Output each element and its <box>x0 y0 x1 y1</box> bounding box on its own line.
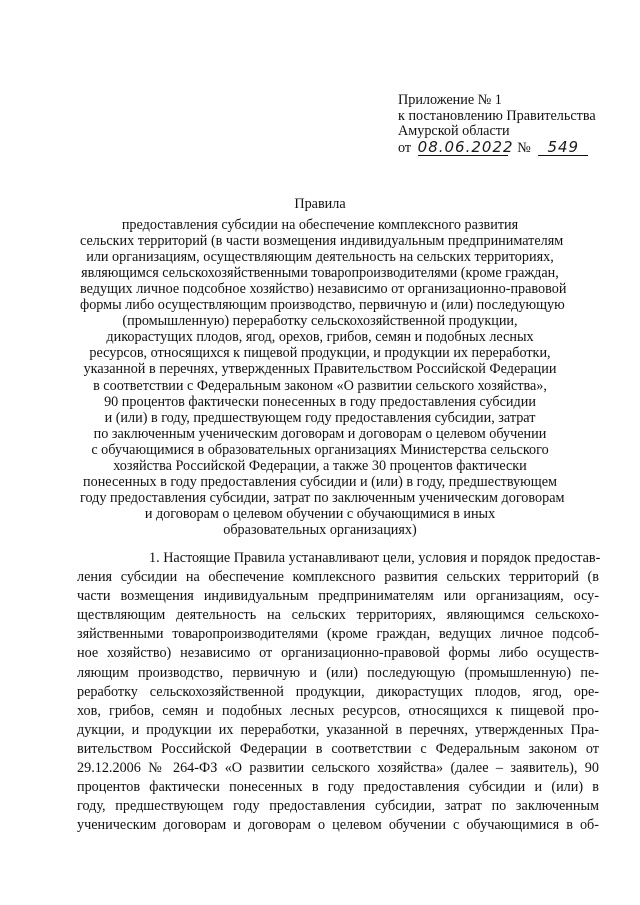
title-line: понесенных в году предоставления субсидии и (или) в году, предшествующем <box>83 473 557 490</box>
title-line: являющимся сельскохозяйственными товаропроизводителями (кроме граждан, <box>81 265 559 282</box>
title-line: или организациям, осуществляющим деятельность на сельских территориях, <box>86 249 554 266</box>
title-line: году предоставления субсидии, затрат по заключенным ученическим договорам <box>80 489 565 506</box>
number-prefix: № <box>517 139 531 156</box>
title-line: и (или) в году, предшествующем году предоставления субсидии, затрат <box>104 409 536 426</box>
appendix-number: Приложение № 1 <box>398 92 502 108</box>
body-line: зяйственными товаропроизводителями (кроме граждан, ведущих личное подсоб- <box>77 626 599 643</box>
body-line: ляющим производство, первичную и (или) последующую (промышленную) пе- <box>77 664 599 681</box>
body-line: году, предшествующем году предоставления субсидии, затрат по заключенным <box>77 798 599 815</box>
handwritten-date: 08.06.2022 <box>417 137 514 156</box>
body-line: процентов фактически понесенных в году предоставления субсидии и (или) в <box>77 779 599 796</box>
title-line: хозяйства Российской Федерации, а также 30 процентов фактически <box>113 457 527 474</box>
appendix-header <box>398 93 618 160</box>
title-line: и договорам о целевом обучении с обучающимися в иных <box>144 505 496 522</box>
title-line: дикорастущих плодов, ягод, орехов, грибов, семян и подобных лесных <box>106 329 534 346</box>
body-line: реработку сельскохозяйственной продукции, дикорастущих плодов, ягод, оре- <box>77 683 599 700</box>
body-line: 29.12.2006 № 264-ФЗ «О развитии сельского хозяйства» (далее – заявитель), 90 <box>77 760 599 777</box>
title-line: с обучающимися в образовательных организациях Министерства сельского <box>91 441 549 458</box>
title-line: сельских территорий (в части возмещения индивидуальным предпринимателям <box>80 233 564 250</box>
title-line: формы либо осуществляющим производство, первичную и (или) последующую <box>80 297 565 314</box>
appendix-date-line <box>398 137 618 160</box>
body-line: ученическим договорам и договорам о целевом обучении с обучающимися в об- <box>77 817 599 834</box>
title-line: ресурсов, относящихся к пищевой продукции, и продукции их переработки, <box>89 345 551 362</box>
body-line: ления субсидии на обеспечение комплексного развития сельских территорий (в <box>77 569 599 586</box>
body-line: вительством Российской Федерации в соответствии с Федеральным законом от <box>77 740 599 757</box>
title-line: 90 процентов фактически понесенных в году предоставления субсидии <box>104 393 536 410</box>
appendix-resolution-ref: к постановлению Правительства <box>398 107 596 124</box>
appendix-region: Амурской области <box>398 123 510 140</box>
title-word: Правила <box>294 196 346 212</box>
title-line: (промышленную) переработку сельскохозяйственной продукции, <box>122 313 518 330</box>
body-line: дукции, и продукции их переработки, указанной в перечнях, утвержденных Пра- <box>77 721 599 738</box>
body-line: хов, грибов, семян и подобных лесных ресурсов, относящихся к пищевой про- <box>77 702 599 719</box>
title-line: предоставления субсидии на обеспечение комплексного развития <box>121 217 519 234</box>
body-line: ное хозяйство) независимо от организационно-правовой формы либо осуществ- <box>77 645 599 662</box>
body-line: 1. Настоящие Правила устанавливают цели, условия и порядок предостав- <box>149 550 601 566</box>
handwritten-number: 549 <box>538 140 588 156</box>
title-line: по заключенным ученическим договорам и договорам о целевом обучении <box>93 425 547 442</box>
title-line: указанной в перечнях, утвержденных Правительством Российской Федерации <box>83 361 557 378</box>
paragraph-1 <box>77 549 601 835</box>
title-line: в соответствии с Федеральным законом «О развитии сельского хозяйства», <box>93 377 547 394</box>
title-line: образовательных организациях) <box>223 521 417 538</box>
body-line: части возмещения индивидуальным предпринимателям или организациям, осу- <box>77 588 599 605</box>
body-line: ществляющим деятельность на сельских территориях, являющимся сельскохо- <box>77 607 599 624</box>
date-prefix: от <box>398 139 412 156</box>
title-line: ведущих личное подсобное хозяйство) независимо от организационно-правовой <box>80 281 567 298</box>
document-title <box>80 196 567 538</box>
